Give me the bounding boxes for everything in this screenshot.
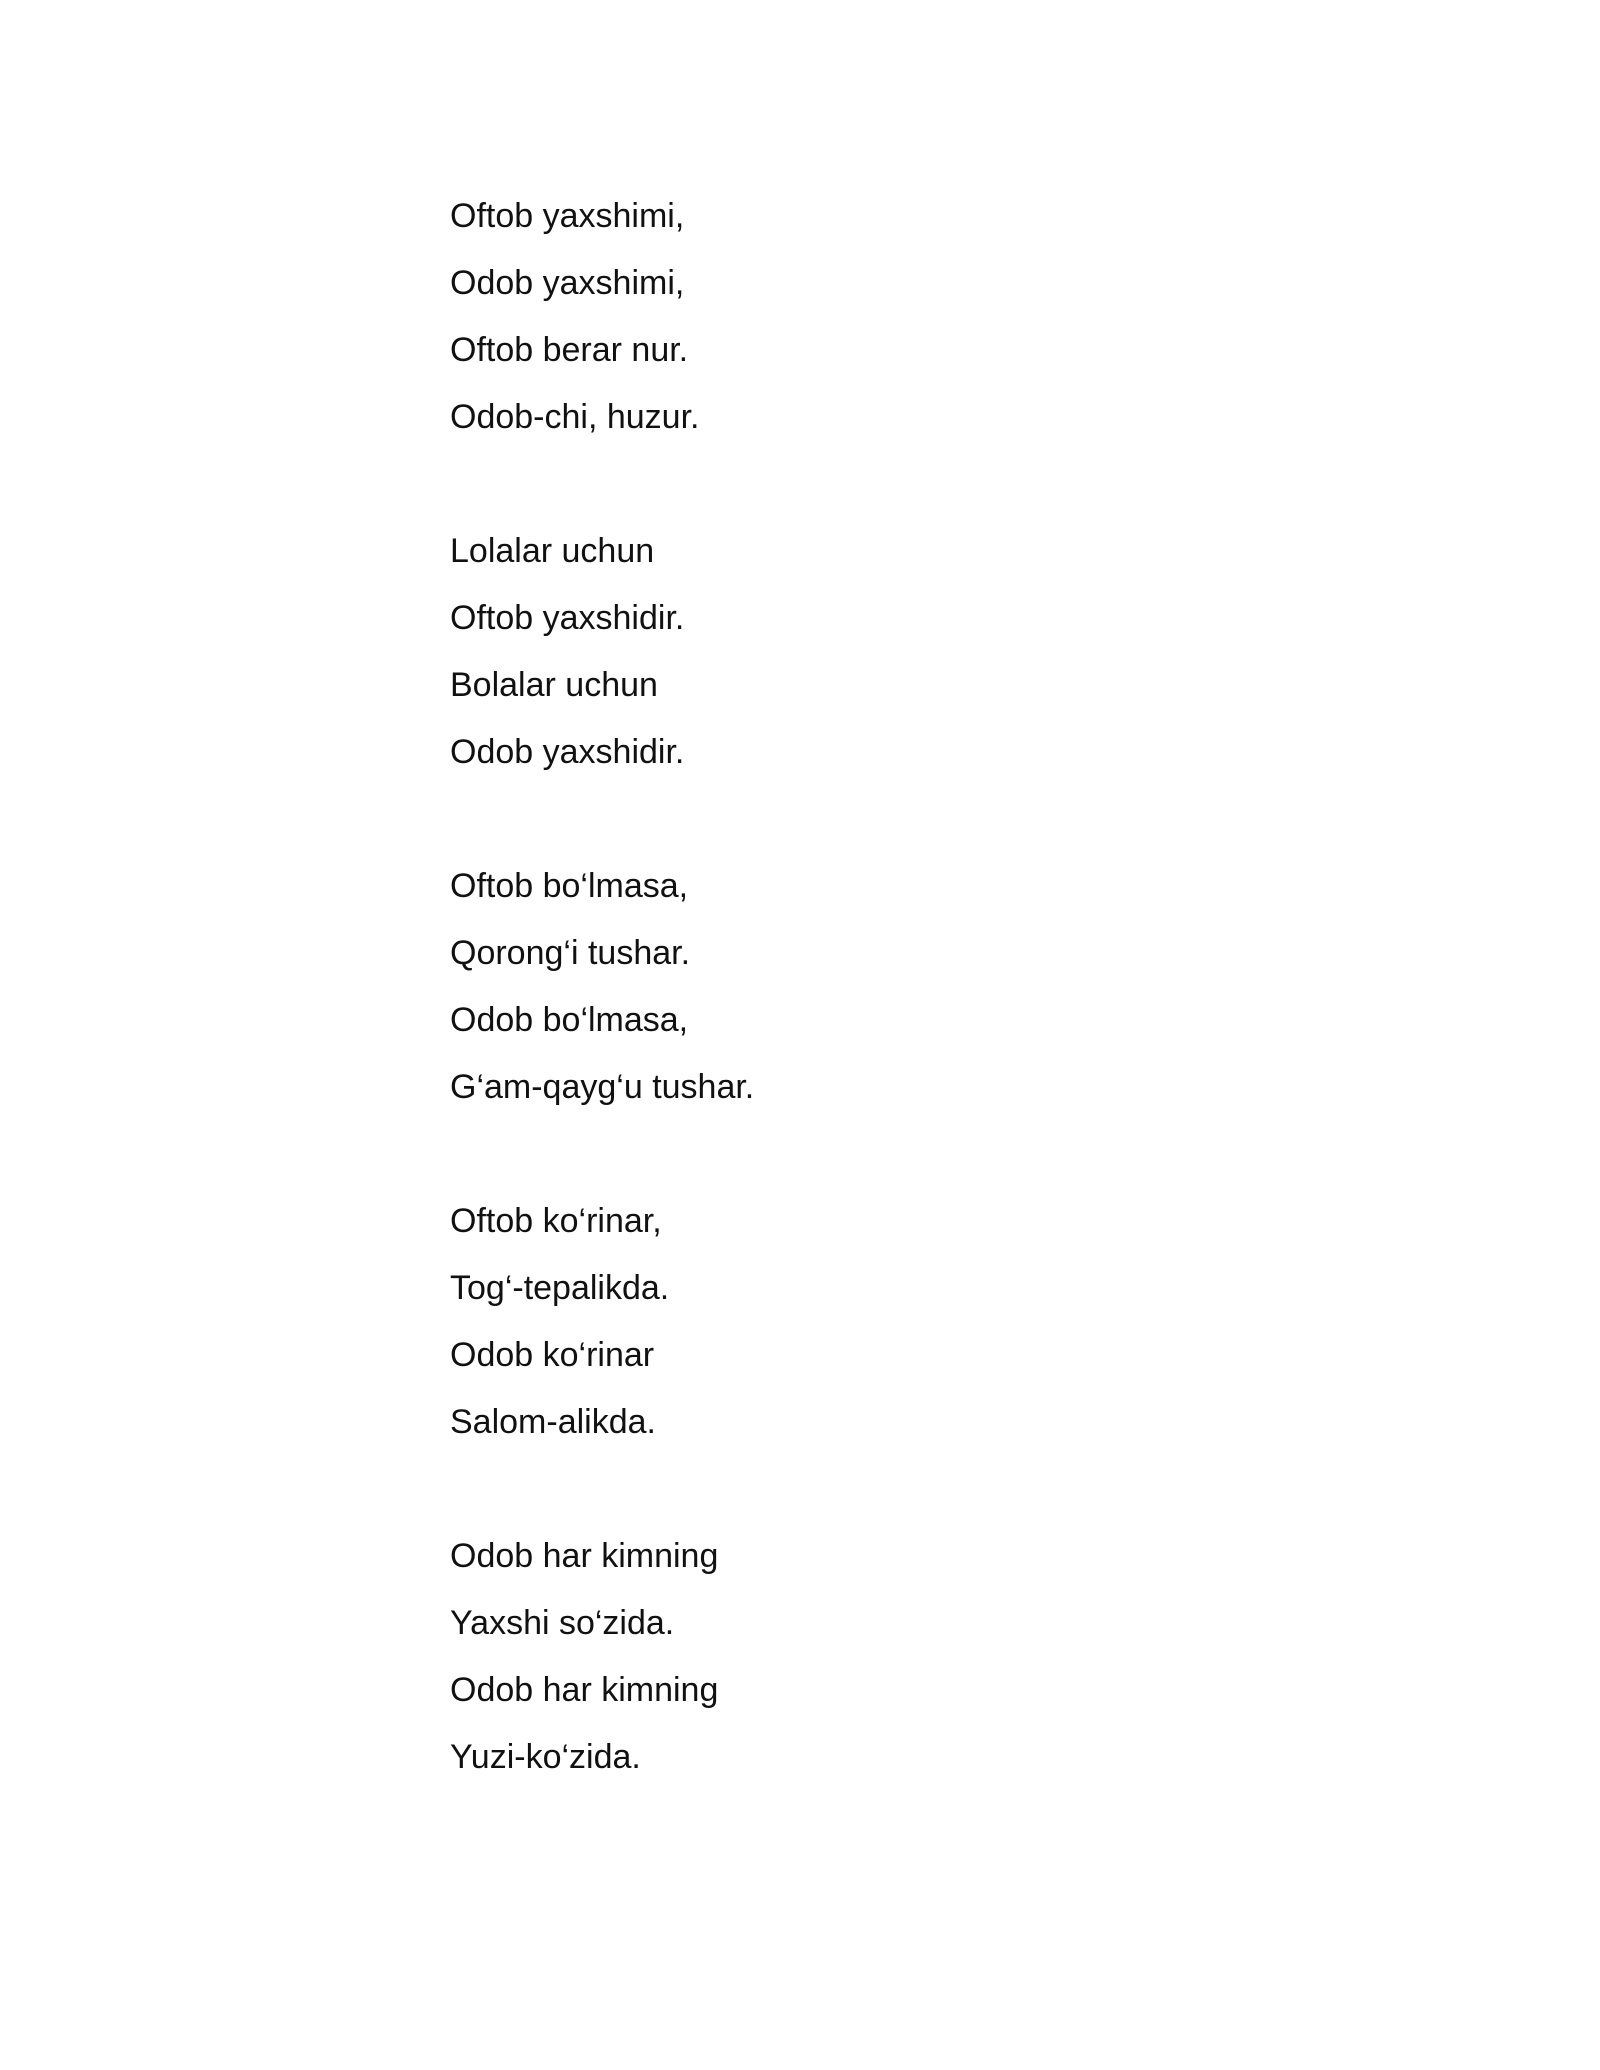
poem-line: Bolalar uchun [450, 666, 658, 704]
poem-line: Odob har kimning [450, 1671, 719, 1709]
poem-line: Yaxshi so‘zida. [450, 1604, 675, 1642]
poem-line: Yuzi-ko‘zida. [450, 1738, 641, 1776]
poem-line: Oftob yaxshidir. [450, 599, 685, 637]
stanza-1 [450, 183, 1350, 451]
stanza-5 [450, 1523, 1350, 1791]
poem-line: Odob ko‘rinar [450, 1336, 655, 1374]
poem-line: Oftob berar nur. [450, 331, 689, 369]
stanza-4 [450, 1188, 1350, 1456]
poem-line: Oftob ko‘rinar, [450, 1202, 662, 1240]
stanza-3 [450, 853, 1350, 1121]
poem-line: Tog‘-tepalikda. [450, 1269, 670, 1307]
poem [450, 183, 1350, 1858]
stanza-2 [450, 518, 1350, 786]
poem-line: Salom-alikda. [450, 1403, 656, 1441]
poem-line: Odob yaxshimi, [450, 264, 685, 302]
poem-line: Odob yaxshidir. [450, 733, 685, 771]
poem-line: G‘am-qayg‘u tushar. [450, 1068, 755, 1106]
poem-line: Oftob bo‘lmasa, [450, 867, 689, 905]
poem-line: Odob-chi, huzur. [450, 398, 700, 436]
poem-line: Lolalar uchun [450, 532, 655, 570]
poem-line: Odob har kimning [450, 1537, 719, 1575]
poem-line: Qorong‘i tushar. [450, 934, 691, 972]
poem-line: Odob bo‘lmasa, [450, 1001, 689, 1039]
poem-line: Oftob yaxshimi, [450, 197, 685, 235]
